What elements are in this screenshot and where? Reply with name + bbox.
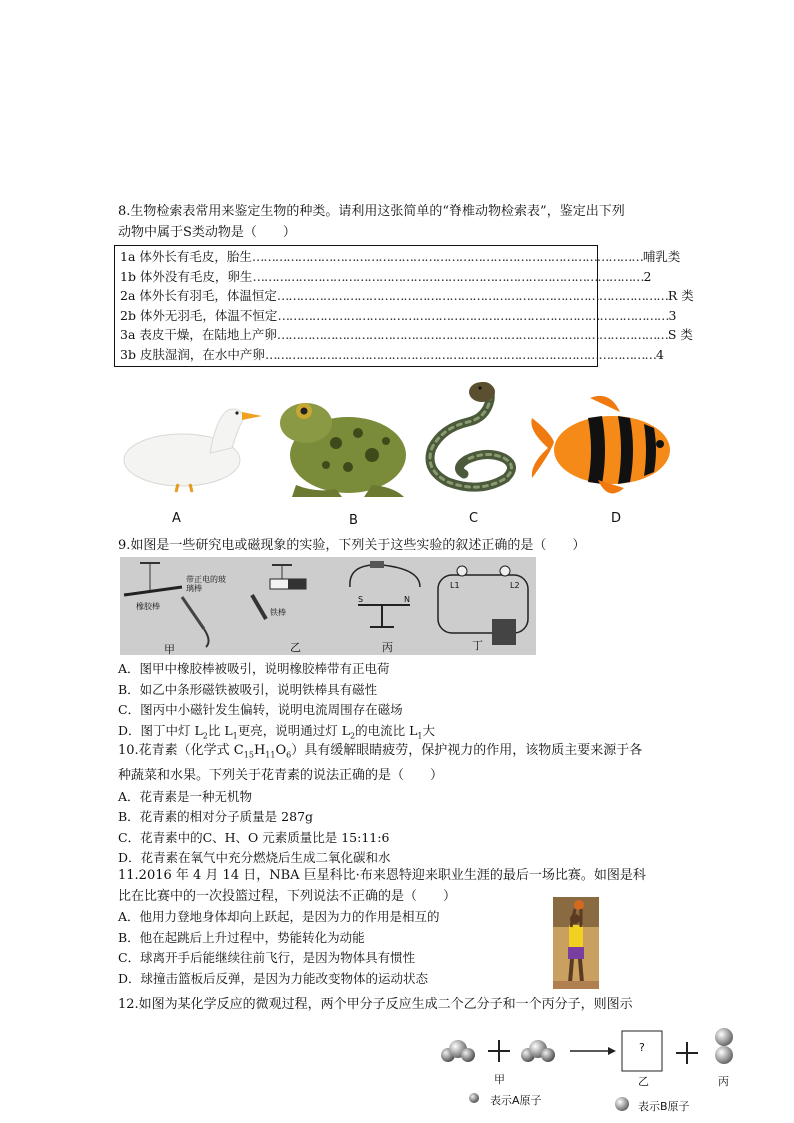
question-12 [118,995,678,1016]
atom-a [541,1048,555,1062]
pole-s-label: S [358,595,364,604]
reaction-arrow-head [608,1047,616,1055]
q9-d-part5: 大 [422,722,436,738]
q11-option-b: B．他在起跳后上升过程中，势能转化为动能 [118,929,365,945]
key-row-text: 3a 表皮干燥，在陆地上产卵 [120,327,277,343]
key-row [120,306,677,326]
key-row-text: 1b 体外没有毛皮，卵生 [120,268,253,284]
key-row [120,345,664,365]
question-8 [118,202,678,243]
q10-stem-line1 [118,741,678,766]
q9-options [118,659,678,747]
q9-d-part3: 更亮，说明通过灯 L [237,722,351,738]
key-row-result: 4 [655,346,664,362]
atom-b [715,1046,733,1064]
q10-stem-line2: 种蔬菜和水果。下列关于花青素的说法正确的是（ ） [118,768,444,784]
q9-d-part2: 比 L [207,722,233,738]
q12-stem-line1: 12.如图为某化学反应的微观过程，两个甲分子反应生成二个乙分子和一个丙分子，则图示 [118,997,633,1012]
q11-stem-line1: 11.2016 年 4 月 14 日，NBA 巨星科比·布来恩特迎来职业生涯的最后一场比赛。如图是科 [118,868,646,883]
figure-label-jia: 甲 [164,643,175,656]
key-row-leader: ………………………………………………………………………………………… [251,249,643,264]
q10-l1-sub1: 15 [243,750,254,760]
q10-l1-sub3: 6 [286,750,292,760]
q10-option-c: C．花青素中的C、H、O 元素质量比是 15:11:6 [118,829,390,845]
basketball-player-image [553,897,599,989]
key-row-leader: ………………………………………………………………………………………… [264,346,656,362]
animal-label-c: C [469,511,479,526]
pole-n-label: N [404,595,410,604]
reaction-drawing [430,1025,760,1123]
figure-label-ding: 丁 [472,639,483,652]
q9-d-part4: 的电流比 L [355,722,418,738]
key-row-result: S 类 [667,327,693,343]
key-row-result: R 类 [667,288,694,304]
legend-b-text: 表示B原子 [638,1100,690,1113]
key-row-text: 1a 体外长有毛皮，胎生 [120,249,252,264]
unknown-mark: ? [639,1041,645,1054]
q9-d-sub3: 2 [350,731,356,740]
q9-option-c: C．图丙中小磁针发生偏转，说明电流周围存在磁场 [118,702,403,717]
q11-stem-line2: 比在比赛中的一次投篮过程，下列说法不正确的是（ ） [118,888,457,904]
duck-image [120,398,265,494]
key-row-leader: ………………………………………………………………………………………… [276,327,668,343]
animal-label-d: D [611,511,622,526]
q9-d-sub4: 1 [417,731,423,740]
key-row-text: 3b 皮肤湿润，在水中产卵 [120,346,265,362]
key-row-text: 2b 体外无羽毛，体温不恒定 [120,307,278,323]
key-row [120,325,693,345]
q10-l1-sub2: 11 [265,750,276,760]
q11-option-d: D．球撞击篮板后反弹，是因为力能改变物体的运动状态 [118,970,429,986]
key-row [120,286,694,306]
animal-label-b: B [349,513,358,528]
label-bing: 丙 [718,1075,729,1088]
q9-d-sub1: 2 [202,731,208,740]
reaction-diagram [430,1025,760,1123]
key-row-text: 2a 体外长有羽毛，体温恒定 [120,288,277,304]
key-row-leader: ………………………………………………………………………………………… [252,268,644,284]
lamp-l2-label: L2 [510,581,520,590]
q11-option-a: A．他用力登地身体却向上跃起，是因为力的作用是相互的 [118,909,440,924]
q10-l1-part4: ）具有缓解眼睛疲劳，保护视力的作用，该物质主要来源于各 [291,743,643,758]
label-yi: 乙 [638,1075,649,1088]
experiment-figure [120,557,536,655]
figure-label-bing: 丙 [382,641,393,654]
key-row [120,247,681,267]
q9-option-b: B．如乙中条形磁铁被吸引，说明铁棒具有磁性 [118,681,378,697]
q10-option-b: B．花青素的相对分子质量是 287g [118,809,314,825]
snake-image [420,378,520,503]
q10-option-a: A．花青素是一种无机物 [118,788,253,804]
q9-option-a: A．图甲中橡胶棒被吸引，说明橡胶棒带有正电荷 [118,661,390,676]
q10-l1-part3: O [275,743,287,758]
key-row-result: 2 [643,268,652,284]
atom-b [715,1028,733,1046]
key-row-leader: ………………………………………………………………………………………… [276,288,668,304]
key-row [120,267,652,287]
iron-rod-label: 铁棒 [270,608,286,617]
q9-d-sub2: 1 [232,731,238,740]
animal-label-a: A [172,511,181,526]
key-row-leader: ………………………………………………………………………………………… [277,307,669,323]
q11-option-c: C．球离开手后能继续往前飞行，是因为物体具有惯性 [118,950,416,965]
q9-stem: 9.如图是一些研究电或磁现象的实验，下列关于这些实验的叙述正确的是（ ） [118,538,586,553]
label-jia: 甲 [494,1073,505,1086]
q10-option-d: D．花青素在氧气中充分燃烧后生成二氧化碳和水 [118,850,391,866]
q9-d-part1: D．图丁中灯 L [118,722,203,738]
rubber-rod-label: 橡胶棒 [136,602,160,611]
frog-image [276,393,411,503]
legend-atom-a [469,1093,479,1103]
figure-label-yi: 乙 [290,641,301,654]
question-9 [118,536,678,557]
atom-a [461,1048,475,1062]
fish-image [528,392,678,504]
key-row-result: 哺乳类 [642,249,681,264]
question-10 [118,741,678,869]
glass-rod-label: 带正电的玻璃棒 [186,575,226,593]
legend-atom-b [615,1097,629,1111]
key-row-result: 3 [668,307,677,323]
q8-stem-line2: 动物中属于S类动物是（ ） [118,224,296,240]
q10-l1-part1: 10.花青素（化学式 C [118,743,244,758]
q10-l1-part2: H [253,743,266,758]
vertebrate-key-table [114,245,694,367]
legend-a-text: 表示A原子 [490,1094,542,1107]
lamp-l1-label: L1 [450,581,460,590]
q8-stem-line1: 8.生物检索表常用来鉴定生物的种类。请利用这张简单的“脊椎动物检索表”，鉴定出下列 [118,204,625,219]
